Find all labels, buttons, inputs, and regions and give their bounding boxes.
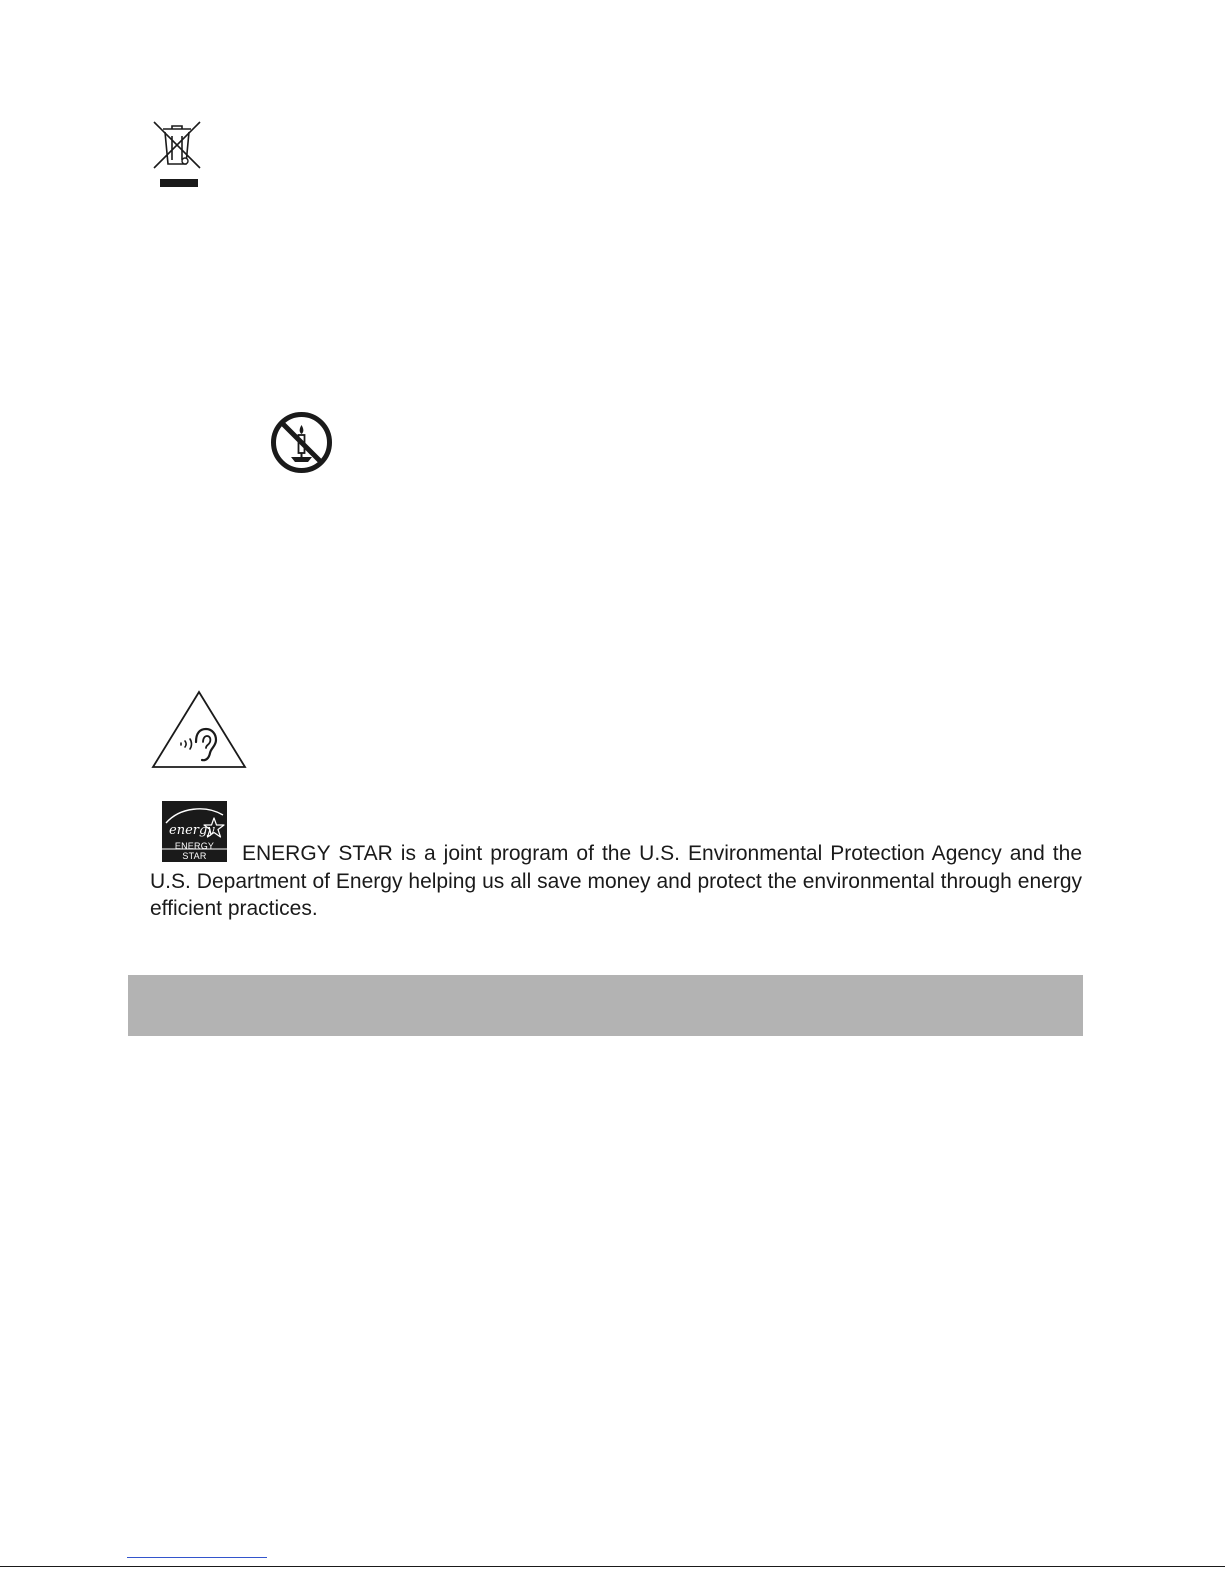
energy-star-paragraph: ENERGY STAR is a joint program of the U.S. Environmental Protection Agency and the U.S. Department of Energy helping us all save money and protect the environmental through energy efficient practices. xyxy=(150,842,1082,920)
energy-script-text: energy xyxy=(169,823,215,838)
crossed-out-wheelie-bin-icon xyxy=(150,120,206,192)
hearing-warning-icon xyxy=(150,689,248,771)
footer-divider xyxy=(0,1566,1225,1567)
energy-star-logo-label: ENERGY STAR xyxy=(174,841,215,861)
no-open-flame-icon xyxy=(270,411,333,474)
section-header-band xyxy=(128,975,1083,1036)
footer-link-underline xyxy=(127,1557,267,1558)
